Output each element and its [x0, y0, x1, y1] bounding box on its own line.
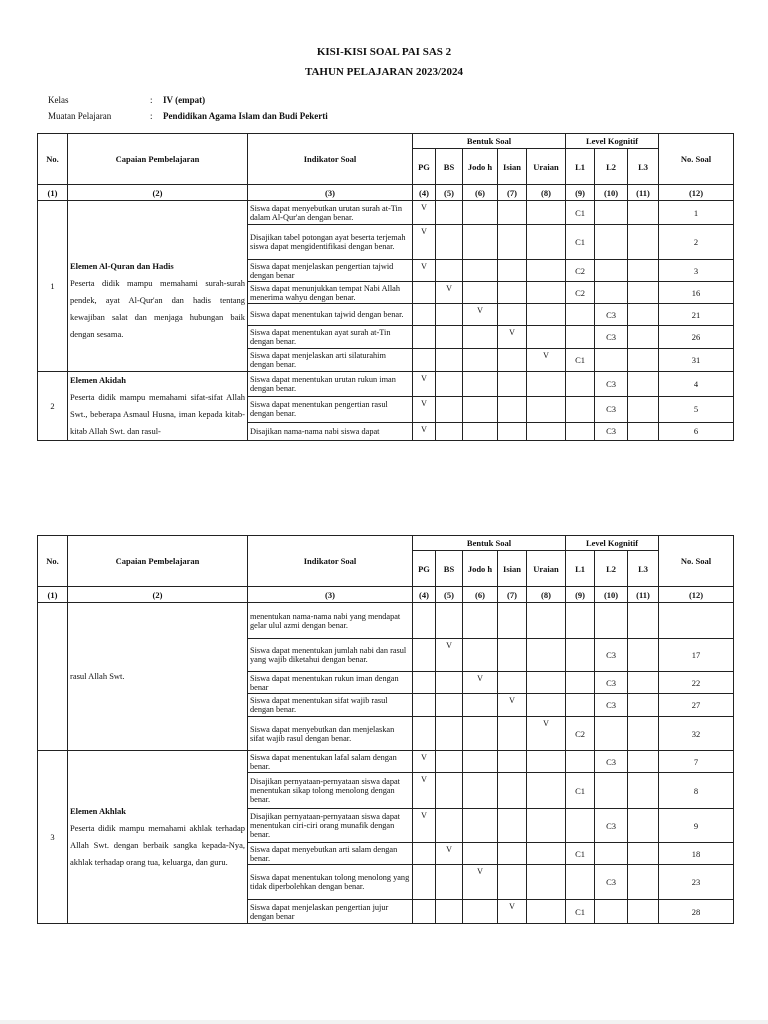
cell-isian — [498, 751, 527, 773]
colnum: (2) — [68, 587, 248, 603]
cell-jodoh — [463, 282, 498, 304]
table-row — [38, 751, 734, 773]
cell-jodoh — [463, 201, 498, 225]
colnum: (1) — [38, 587, 68, 603]
cell-l3 — [628, 260, 659, 282]
cell-l2 — [595, 603, 628, 639]
cell-no: 7 — [659, 751, 734, 773]
cell-l1: C1 — [566, 201, 595, 225]
cell-isian — [498, 260, 527, 282]
muatan-value: Pendidikan Agama Islam dan Budi Pekerti — [163, 111, 328, 121]
page-bottom-edge — [0, 1020, 768, 1024]
cell-l1: C1 — [566, 225, 595, 260]
cell-uraian — [527, 397, 566, 422]
colnum: (7) — [498, 185, 527, 201]
kisi-table-2 — [37, 535, 734, 924]
cell-l3 — [628, 372, 659, 397]
indikator-soal: Siswa dapat menentukan pengertian rasul dengan benar. — [248, 397, 413, 422]
cell-l1: C1 — [566, 773, 595, 809]
cell-no: 5 — [659, 397, 734, 422]
cell-bs — [436, 349, 463, 372]
colnum: (3) — [248, 587, 413, 603]
cell-l1 — [566, 326, 595, 349]
cell-pg: V — [413, 225, 436, 260]
cell-isian: V — [498, 900, 527, 924]
colnum: (11) — [628, 587, 659, 603]
cell-jodoh — [463, 751, 498, 773]
group-number: 3 — [38, 751, 68, 924]
cell-pg: V — [413, 809, 436, 843]
colnum: (8) — [527, 587, 566, 603]
header-bs: BS — [436, 551, 463, 587]
cell-l2 — [595, 282, 628, 304]
cell-bs — [436, 694, 463, 717]
colnum: (1) — [38, 185, 68, 201]
header-no: No. — [38, 536, 68, 587]
indikator-soal: Siswa dapat menentukan tolong menolong yang tidak diperbolehkan dengan benar. — [248, 865, 413, 900]
cell-isian — [498, 865, 527, 900]
cell-uraian — [527, 422, 566, 440]
cell-l1: C2 — [566, 717, 595, 751]
cell-no: 32 — [659, 717, 734, 751]
cell-l2 — [595, 773, 628, 809]
colnum: (10) — [595, 587, 628, 603]
colnum: (12) — [659, 587, 734, 603]
indikator-soal: Siswa dapat menjelaskan pengertian tajwid dengan benar — [248, 260, 413, 282]
cell-jodoh — [463, 603, 498, 639]
cell-l2: C3 — [595, 694, 628, 717]
cell-isian — [498, 397, 527, 422]
cell-l3 — [628, 900, 659, 924]
indikator-soal: Disajikan tabel potongan ayat beserta terjemah siswa dapat mengidentifikasi dengan benar. — [248, 225, 413, 260]
cell-bs — [436, 809, 463, 843]
cell-pg: V — [413, 751, 436, 773]
cell-pg — [413, 282, 436, 304]
indikator-soal: Siswa dapat menentukan ayat surah at-Tin dengan benar. — [248, 326, 413, 349]
cell-isian — [498, 304, 527, 326]
cell-bs: V — [436, 639, 463, 672]
cell-pg — [413, 639, 436, 672]
header-jodoh: Jodo h — [463, 149, 498, 185]
cell-l2 — [595, 900, 628, 924]
colnum: (10) — [595, 185, 628, 201]
cell-l3 — [628, 225, 659, 260]
indikator-soal: Siswa dapat menentukan urutan rukun iman dengan benar. — [248, 372, 413, 397]
cell-uraian — [527, 773, 566, 809]
cell-l1: C1 — [566, 349, 595, 372]
cell-bs — [436, 900, 463, 924]
document-subtitle: TAHUN PELAJARAN 2023/2024 — [304, 66, 464, 78]
cell-l2: C3 — [595, 304, 628, 326]
cell-isian — [498, 225, 527, 260]
group-number — [38, 603, 68, 751]
cell-bs — [436, 773, 463, 809]
muatan-label: Muatan Pelajaran — [48, 111, 112, 121]
cell-pg: V — [413, 397, 436, 422]
cell-uraian — [527, 326, 566, 349]
cell-l3 — [628, 843, 659, 865]
cell-l3 — [628, 397, 659, 422]
element-title: Elemen Akidah — [70, 375, 126, 385]
cell-uraian — [527, 639, 566, 672]
cell-l1 — [566, 865, 595, 900]
cell-pg: V — [413, 422, 436, 440]
cell-bs — [436, 865, 463, 900]
header-pg: PG — [413, 149, 436, 185]
colnum: (4) — [413, 185, 436, 201]
capaian-text: Peserta didik mampu memahami akhlak terhadap Allah Swt. dengan berbaik sangka kepada-Nya, akhlak terhadap orang tua, keluarga, dan guru. — [70, 823, 245, 867]
cell-l1 — [566, 672, 595, 694]
cell-uraian — [527, 201, 566, 225]
cell-l2 — [595, 225, 628, 260]
cell-l2 — [595, 201, 628, 225]
cell-no: 2 — [659, 225, 734, 260]
header-no: No. — [38, 134, 68, 185]
header-bs: BS — [436, 149, 463, 185]
cell-l1 — [566, 304, 595, 326]
header-isian: Isian — [498, 551, 527, 587]
table-row — [38, 201, 734, 225]
cell-l1 — [566, 603, 595, 639]
cell-bs — [436, 326, 463, 349]
indikator-soal: Disajikan pernyataan-pernyataan siswa dapat menentukan sikap tolong menolong dengan benar. — [248, 773, 413, 809]
cell-l3 — [628, 865, 659, 900]
cell-pg — [413, 717, 436, 751]
cell-no: 21 — [659, 304, 734, 326]
header-l3: L3 — [628, 149, 659, 185]
cell-l3 — [628, 694, 659, 717]
indikator-soal: Siswa dapat menentukan jumlah nabi dan rasul yang wajib diketahui dengan benar. — [248, 639, 413, 672]
cell-uraian: V — [527, 717, 566, 751]
cell-l1 — [566, 397, 595, 422]
cell-bs — [436, 422, 463, 440]
cell-bs — [436, 603, 463, 639]
group-number: 2 — [38, 372, 68, 441]
capaian-pembelajaran — [68, 372, 248, 441]
cell-l1: C2 — [566, 282, 595, 304]
cell-bs — [436, 304, 463, 326]
cell-bs — [436, 372, 463, 397]
cell-l2 — [595, 717, 628, 751]
cell-l1: C2 — [566, 260, 595, 282]
cell-isian — [498, 843, 527, 865]
colnum: (3) — [248, 185, 413, 201]
capaian-text: rasul Allah Swt. — [70, 671, 125, 681]
cell-isian — [498, 349, 527, 372]
group-number: 1 — [38, 201, 68, 372]
header-no-soal: No. Soal — [659, 134, 734, 185]
cell-isian: V — [498, 326, 527, 349]
cell-bs — [436, 717, 463, 751]
cell-no: 31 — [659, 349, 734, 372]
cell-pg — [413, 326, 436, 349]
indikator-soal: Siswa dapat menyebutkan urutan surah at-Tin dalam Al-Qur'an dengan benar. — [248, 201, 413, 225]
cell-l3 — [628, 282, 659, 304]
cell-bs: V — [436, 282, 463, 304]
capaian-pembelajaran — [68, 603, 248, 751]
document-title: KISI-KISI SOAL PAI SAS 2 — [316, 46, 452, 58]
colnum: (5) — [436, 587, 463, 603]
kisi-table-1 — [37, 133, 734, 441]
cell-no: 4 — [659, 372, 734, 397]
cell-bs — [436, 201, 463, 225]
cell-l1: C1 — [566, 900, 595, 924]
cell-jodoh — [463, 639, 498, 672]
cell-isian — [498, 201, 527, 225]
cell-l2: C3 — [595, 326, 628, 349]
colnum: (9) — [566, 185, 595, 201]
cell-l2 — [595, 260, 628, 282]
capaian-pembelajaran — [68, 201, 248, 372]
cell-no: 17 — [659, 639, 734, 672]
cell-isian — [498, 773, 527, 809]
cell-jodoh — [463, 260, 498, 282]
cell-l2: C3 — [595, 422, 628, 440]
header-jodoh: Jodo h — [463, 551, 498, 587]
header-l1: L1 — [566, 149, 595, 185]
cell-jodoh — [463, 372, 498, 397]
cell-isian: V — [498, 694, 527, 717]
header-capaian: Capaian Pembelajaran — [68, 536, 248, 587]
header-l3: L3 — [628, 551, 659, 587]
header-uraian: Uraian — [527, 149, 566, 185]
cell-uraian — [527, 900, 566, 924]
cell-l3 — [628, 717, 659, 751]
cell-jodoh — [463, 225, 498, 260]
cell-pg — [413, 843, 436, 865]
cell-bs — [436, 225, 463, 260]
header-indikator: Indikator Soal — [248, 536, 413, 587]
cell-pg: V — [413, 773, 436, 809]
header-bentuk-soal: Bentuk Soal — [413, 134, 566, 149]
cell-uraian — [527, 672, 566, 694]
indikator-soal: Siswa dapat menentukan sifat wajib rasul dengan benar. — [248, 694, 413, 717]
colnum: (6) — [463, 185, 498, 201]
cell-l3 — [628, 326, 659, 349]
element-title: Elemen Al-Quran dan Hadis — [70, 260, 174, 271]
cell-jodoh — [463, 349, 498, 372]
capaian-text: Peserta didik mampu memahami surah-surah pendek, ayat Al-Qur'an dan hadis tentang kewajiban salat dan menjaga hubungan baik dengan sesama. — [70, 277, 245, 339]
cell-l3 — [628, 201, 659, 225]
cell-no: 9 — [659, 809, 734, 843]
cell-pg — [413, 349, 436, 372]
cell-pg: V — [413, 372, 436, 397]
cell-no: 18 — [659, 843, 734, 865]
cell-no — [659, 603, 734, 639]
indikator-soal: Siswa dapat menjelaskan arti silaturahim dengan benar. — [248, 349, 413, 372]
indikator-soal: Siswa dapat menjelaskan pengertian jujur dengan benar — [248, 900, 413, 924]
cell-isian — [498, 372, 527, 397]
cell-l1 — [566, 809, 595, 843]
cell-bs — [436, 672, 463, 694]
cell-isian — [498, 603, 527, 639]
cell-l1 — [566, 639, 595, 672]
cell-no: 28 — [659, 900, 734, 924]
cell-bs — [436, 260, 463, 282]
cell-jodoh — [463, 843, 498, 865]
cell-l2: C3 — [595, 672, 628, 694]
cell-jodoh — [463, 694, 498, 717]
cell-no: 6 — [659, 422, 734, 440]
cell-uraian — [527, 603, 566, 639]
cell-l2: C3 — [595, 372, 628, 397]
cell-l1 — [566, 751, 595, 773]
indikator-soal: Disajikan nama-nama nabi siswa dapat — [248, 422, 413, 440]
cell-l1 — [566, 694, 595, 717]
cell-no: 16 — [659, 282, 734, 304]
cell-no: 27 — [659, 694, 734, 717]
indikator-soal: Siswa dapat menunjukkan tempat Nabi Allah menerima wahyu dengan benar. — [248, 282, 413, 304]
cell-jodoh — [463, 422, 498, 440]
cell-bs — [436, 397, 463, 422]
cell-l2: C3 — [595, 397, 628, 422]
colnum: (2) — [68, 185, 248, 201]
cell-uraian — [527, 865, 566, 900]
header-uraian: Uraian — [527, 551, 566, 587]
cell-l3 — [628, 603, 659, 639]
colnum: (11) — [628, 185, 659, 201]
cell-jodoh — [463, 809, 498, 843]
header-bentuk-soal: Bentuk Soal — [413, 536, 566, 551]
cell-l2 — [595, 349, 628, 372]
cell-pg — [413, 672, 436, 694]
cell-bs: V — [436, 843, 463, 865]
cell-uraian — [527, 304, 566, 326]
cell-l2: C3 — [595, 751, 628, 773]
cell-l1 — [566, 422, 595, 440]
header-isian: Isian — [498, 149, 527, 185]
indikator-soal: Siswa dapat menentukan tajwid dengan benar. — [248, 304, 413, 326]
colnum: (7) — [498, 587, 527, 603]
indikator-soal: Disajikan pernyataan-pernyataan siswa dapat menentukan ciri-ciri orang munafik dengan benar. — [248, 809, 413, 843]
header-no-soal: No. Soal — [659, 536, 734, 587]
cell-jodoh — [463, 717, 498, 751]
cell-jodoh — [463, 773, 498, 809]
cell-uraian — [527, 225, 566, 260]
cell-no: 1 — [659, 201, 734, 225]
cell-no: 8 — [659, 773, 734, 809]
capaian-text: Peserta didik mampu memahami sifat-sifat Allah Swt., beberapa Asmaul Husna, iman kepada kitab-kitab Allah Swt. dan rasul- — [70, 392, 245, 436]
cell-uraian — [527, 843, 566, 865]
colnum: (6) — [463, 587, 498, 603]
cell-l3 — [628, 751, 659, 773]
cell-l2: C3 — [595, 865, 628, 900]
cell-uraian — [527, 809, 566, 843]
indikator-soal: Siswa dapat menentukan lafal salam dengan benar. — [248, 751, 413, 773]
cell-l2 — [595, 843, 628, 865]
header-l1: L1 — [566, 551, 595, 587]
header-level-kognitif: Level Kognitif — [566, 134, 659, 149]
cell-pg — [413, 603, 436, 639]
indikator-soal: Siswa dapat menentukan rukun iman dengan benar — [248, 672, 413, 694]
colnum: (5) — [436, 185, 463, 201]
cell-l3 — [628, 304, 659, 326]
cell-jodoh: V — [463, 672, 498, 694]
cell-l2: C3 — [595, 809, 628, 843]
cell-l3 — [628, 809, 659, 843]
cell-jodoh — [463, 397, 498, 422]
cell-isian — [498, 282, 527, 304]
cell-isian — [498, 809, 527, 843]
cell-pg — [413, 694, 436, 717]
cell-pg — [413, 865, 436, 900]
cell-uraian — [527, 751, 566, 773]
colnum: (12) — [659, 185, 734, 201]
cell-pg: V — [413, 201, 436, 225]
cell-l3 — [628, 349, 659, 372]
cell-uraian — [527, 372, 566, 397]
cell-l3 — [628, 672, 659, 694]
cell-l1 — [566, 372, 595, 397]
cell-jodoh: V — [463, 865, 498, 900]
indikator-soal: Siswa dapat menyebutkan dan menjelaskan sifat wajib rasul dengan benar. — [248, 717, 413, 751]
cell-isian — [498, 717, 527, 751]
cell-uraian — [527, 694, 566, 717]
indikator-soal: menentukan nama-nama nabi yang mendapat gelar ulul azmi dengan benar. — [248, 603, 413, 639]
header-level-kognitif: Level Kognitif — [566, 536, 659, 551]
capaian-pembelajaran — [68, 751, 248, 924]
cell-no: 22 — [659, 672, 734, 694]
kelas-colon: : — [150, 95, 153, 105]
cell-l1: C1 — [566, 843, 595, 865]
header-indikator: Indikator Soal — [248, 134, 413, 185]
muatan-colon: : — [150, 111, 153, 121]
cell-bs — [436, 751, 463, 773]
cell-isian — [498, 672, 527, 694]
cell-isian — [498, 422, 527, 440]
indikator-soal: Siswa dapat menyebutkan arti salam dengan benar. — [248, 843, 413, 865]
header-pg: PG — [413, 551, 436, 587]
cell-no: 3 — [659, 260, 734, 282]
cell-l3 — [628, 639, 659, 672]
cell-l3 — [628, 422, 659, 440]
cell-pg — [413, 900, 436, 924]
header-l2: L2 — [595, 551, 628, 587]
cell-l3 — [628, 773, 659, 809]
kelas-label: Kelas — [48, 95, 69, 105]
cell-uraian: V — [527, 349, 566, 372]
header-capaian: Capaian Pembelajaran — [68, 134, 248, 185]
cell-uraian — [527, 282, 566, 304]
colnum: (4) — [413, 587, 436, 603]
cell-uraian — [527, 260, 566, 282]
cell-pg: V — [413, 260, 436, 282]
element-title: Elemen Akhlak — [70, 806, 126, 816]
cell-no: 26 — [659, 326, 734, 349]
cell-no: 23 — [659, 865, 734, 900]
cell-jodoh: V — [463, 304, 498, 326]
table-row — [38, 603, 734, 639]
colnum: (8) — [527, 185, 566, 201]
cell-pg — [413, 304, 436, 326]
header-l2: L2 — [595, 149, 628, 185]
cell-isian — [498, 639, 527, 672]
cell-jodoh — [463, 900, 498, 924]
table-row — [38, 372, 734, 397]
cell-jodoh — [463, 326, 498, 349]
colnum: (9) — [566, 587, 595, 603]
kelas-value: IV (empat) — [163, 95, 206, 105]
cell-l2: C3 — [595, 639, 628, 672]
